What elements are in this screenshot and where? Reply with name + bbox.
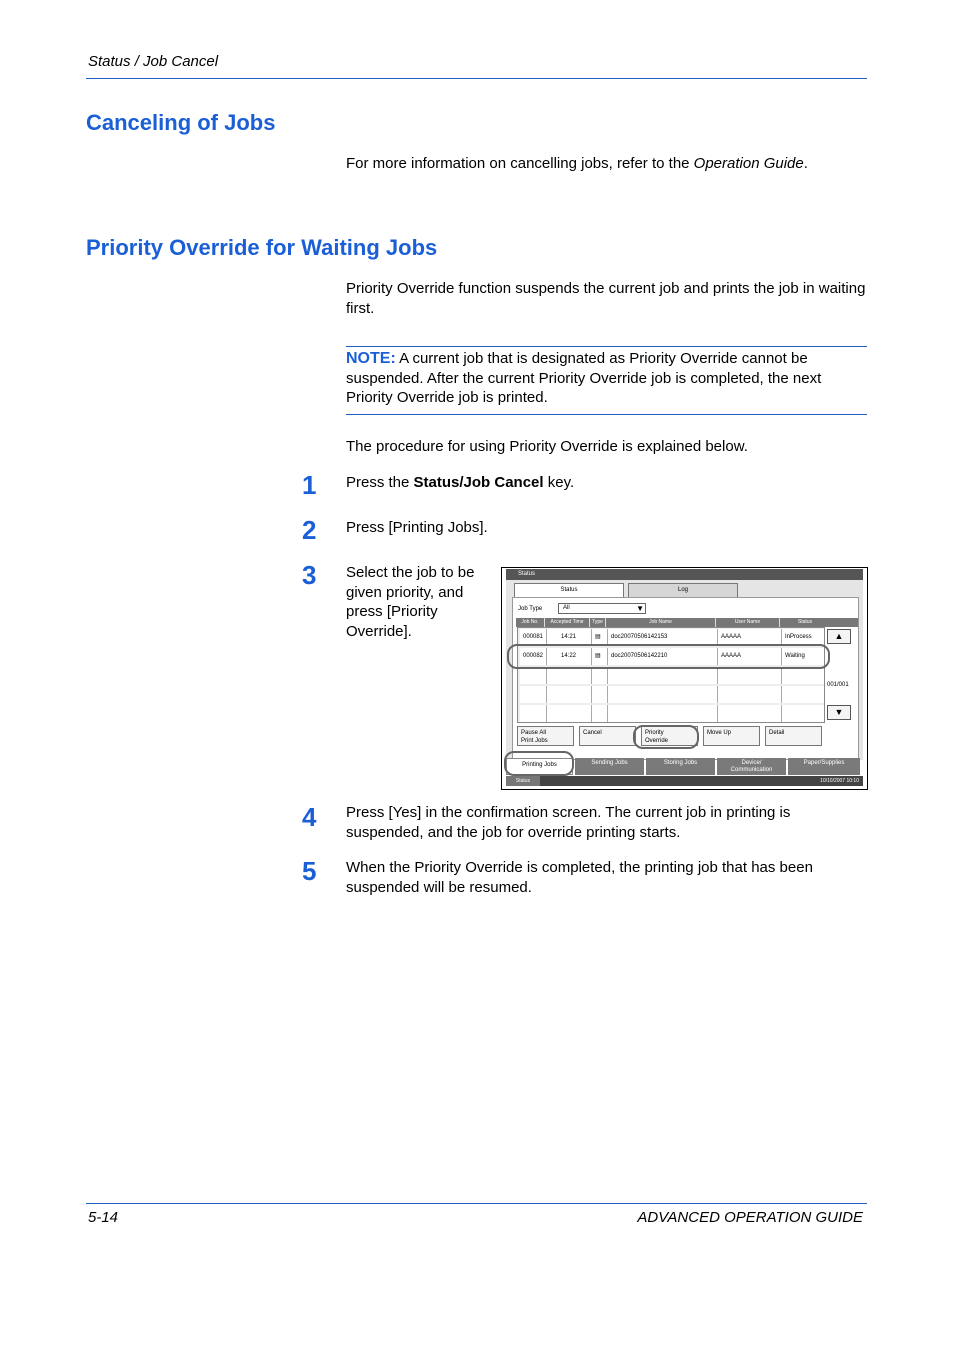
note-bottom-rule [346,414,867,415]
page-number: 5-14 [88,1209,119,1226]
button-label: Cancel [583,730,602,736]
section-title-canceling: Canceling of Jobs [86,110,276,135]
cell-job-no: 000081 [520,629,547,646]
canceling-text-after: . [803,155,808,172]
step-1-text [346,473,866,493]
copy-icon: ▤ [592,648,608,665]
cell-status: InProcess [785,634,812,640]
note-top-rule [346,346,867,347]
step-2-text: Press [Printing Jobs]. [346,519,488,536]
cell-status: Waiting [785,653,805,659]
table-row-empty [520,667,824,684]
table-row-empty [520,705,824,722]
tab-log[interactable]: Log [628,583,738,598]
header-rule [86,78,867,79]
step-number: 2 [302,515,317,545]
running-header: Status / Job Cancel [88,53,219,70]
status-bar-datetime: 10/10/2007 10:10 [820,778,859,784]
cell-job-name: doc20070506142210 [608,648,718,665]
screen-title: Status [506,569,863,580]
tab-printing-jobs[interactable]: Printing Jobs [506,758,573,775]
page-indicator: 001/001 [827,682,849,688]
step-5-text: When the Priority Override is completed, the printing job that has been suspended will be resumed. [346,859,813,896]
col-accepted-time: Accepted Time [545,618,590,627]
job-type-label: Job Type [518,606,543,612]
highlight-oval-printing-jobs [504,751,574,776]
button-label-line2: Override [645,738,669,744]
tab-status[interactable]: Status [514,583,624,598]
procedure-text: The procedure for using Priority Override is explained below. [346,438,748,455]
tab-label-line2: Communication [730,767,773,773]
step-3-text: Select the job to be given priority, and press [Priority Override]. [346,564,475,640]
tab-label-line1: Device/ [741,760,762,766]
button-label-line1: Priority [645,730,664,736]
tab-device-communication[interactable] [717,758,786,775]
button-label-line2: Print Jobs [521,738,548,744]
scroll-up-button[interactable] [827,629,851,644]
pause-all-print-jobs-button[interactable] [517,726,574,746]
note-label: NOTE: [346,350,396,367]
step-number: 5 [302,856,317,886]
status-bar [506,776,863,786]
job-type-value: All [563,605,570,611]
priority-intro: Priority Override function suspends the current job and prints the job in waiting first. [346,280,866,317]
status-job-cancel-key: Status/Job Cancel [413,474,544,491]
job-type-select[interactable] [558,603,646,614]
cell-time: 14:22 [547,648,592,665]
job-table [517,627,825,723]
guide-title: ADVANCED OPERATION GUIDE [637,1209,863,1226]
highlight-oval-priority [633,725,699,749]
cell-job-name: doc20070506142153 [608,629,718,646]
button-label: Move Up [707,730,732,736]
step-1-before: Press the [346,474,414,491]
triangle-up-icon: ▲ [834,631,844,641]
detail-button[interactable] [765,726,822,746]
cell-user: AAAAA [718,629,782,646]
canceling-paragraph [346,154,866,174]
move-up-button[interactable] [703,726,760,746]
col-status: Status [797,619,813,625]
button-label-line1: Pause All [521,730,547,736]
status-bar-label: Status [506,776,540,786]
copy-icon: ▤ [592,629,608,646]
button-label: Detail [769,730,785,736]
step-1-after: key. [543,474,575,491]
footer-rule [86,1203,867,1204]
step-number: 1 [302,470,317,500]
note-text: A current job that is designated as Priority Override cannot be suspended. After the current Priority Override job is completed, the next Priority Override job is printed. [346,350,822,406]
status-screen-screenshot [501,567,868,790]
cell-user: AAAAA [718,648,782,665]
tab-sending-jobs[interactable]: Sending Jobs [575,758,644,775]
cancel-button[interactable] [579,726,636,746]
col-job-name: Job Name [606,618,716,627]
scroll-down-button[interactable] [827,705,851,720]
step-number: 4 [302,802,317,832]
step-4-text: Press [Yes] in the confirmation screen. The current job in printing is suspended, and the job for override printing starts. [346,804,791,841]
section-title-priority: Priority Override for Waiting Jobs [86,235,438,260]
dropdown-arrow-icon: ▼ [636,604,644,613]
col-type: Type [590,618,606,627]
step-number: 3 [302,560,317,590]
canceling-text-before: For more information on cancelling jobs, refer to the [346,155,694,172]
cell-job-no: 000082 [520,648,547,665]
highlight-oval-row [507,644,830,669]
cell-time: 14:21 [547,629,592,646]
tab-storing-jobs[interactable]: Storing Jobs [646,758,715,775]
note-box [346,349,866,408]
operation-guide-ref: Operation Guide [693,155,804,172]
tab-paper-supplies[interactable]: Paper/Supplies [788,758,860,775]
col-user-name: User Name [716,618,780,627]
table-header [516,618,858,627]
table-row-empty [520,686,824,703]
col-job-no: Job No. [516,618,545,627]
triangle-down-icon: ▼ [834,707,844,717]
